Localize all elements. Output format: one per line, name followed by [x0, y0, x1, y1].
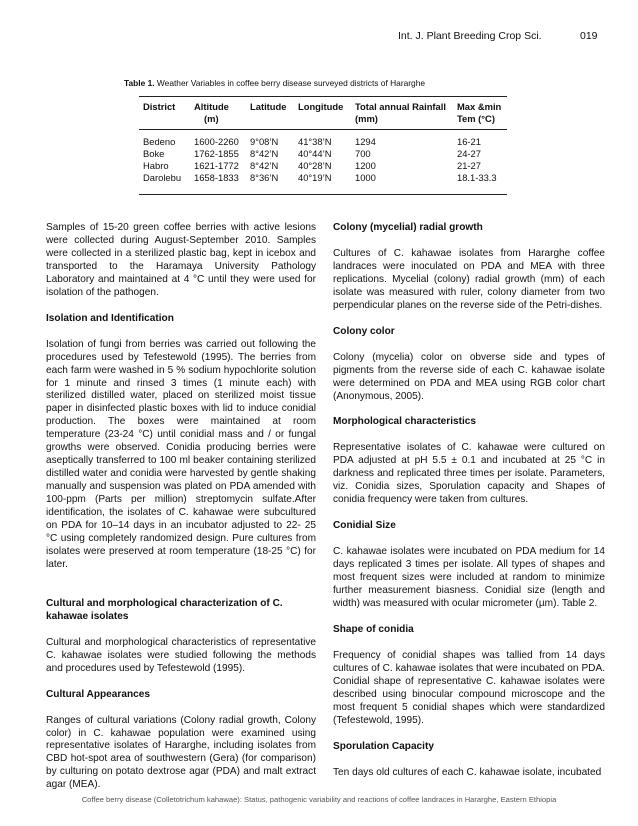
- header-longitude: Longitude: [298, 101, 344, 112]
- header-district: District: [143, 101, 176, 112]
- paragraph: Frequency of conidial shapes was tallied from 14 days cultures of C. kahawae isolates that were incubated on PDA. Conidial shape of representative C. kahawae isolates were described using binocular compound microscope and the most frequent 5 conidial shapes which were standardized (Tefestewold, 1995).: [333, 649, 605, 726]
- cell-district: Bedeno: [143, 136, 176, 147]
- cell-altitude: 1600-2260: [194, 136, 239, 147]
- cell-longitude: 40°19’N: [298, 172, 332, 183]
- cell-rainfall: 1294: [355, 136, 376, 147]
- cell-altitude: 1658-1833: [194, 172, 239, 183]
- section-heading: Shape of conidia: [333, 623, 414, 635]
- header-temp-unit: Tem (°C): [457, 113, 495, 124]
- cell-longitude: 41°38’N: [298, 136, 332, 147]
- running-header: [0, 30, 638, 44]
- header-temp: Max &min: [457, 101, 502, 112]
- header-latitude: Latitude: [250, 101, 287, 112]
- table-header-rule: [139, 129, 507, 130]
- cell-rainfall: 1200: [355, 160, 376, 171]
- cell-latitude: 9°08’N: [250, 136, 279, 147]
- cell-temp: 21-27: [457, 160, 481, 171]
- cell-latitude: 8°42’N: [250, 148, 279, 159]
- paragraph: C. kahawae isolates were incubated on PDA medium for 14 days replicated 3 times per isolate. All types of shapes and most frequent sizes were included at random to minimize further measurement biasness. Conidial size (length and width) was measured with ocular micrometer (µm). Table 2.: [333, 546, 605, 609]
- header-rainfall: Total annual Rainfall: [355, 101, 446, 112]
- cell-district: Boke: [143, 148, 165, 159]
- table-top-rule: [139, 96, 507, 97]
- section-heading: Colony (mycelial) radial growth: [333, 222, 483, 233]
- cell-district: Darolebu: [143, 172, 182, 183]
- right-column: [333, 222, 605, 780]
- paragraph: Isolation of fungi from berries was carried out following the procedures used by Tefestewold (1995). The berries from each farm were washed in 5 % sodium hypochlorite solution for 1 minute and rinsed 3 times (1 minute each) with sterilized distilled water, placed on sterilized moist tissue paper in disinfected plastic boxes with lid to induce conidial production. The boxes were maintained at room temperature (23-24 °C) until conidial mass and / or fungal growths were observed. Conidia producing berries were aseptically transferred to 100 ml beaker containing sterilized distilled water and conidia were harvested by gentle shaking manually and suspension was plated on PDA amended with 100-ppm (Parts per million) streptomycin sulfate.After identification, the isolates of C. kahawae were subcultured on PDA for 10–14 days in an incubator adjusted to 22- 25 °C using completely randomized design. Pure cultures from isolates were preserved at room temperature (18-25 °C) for later.: [46, 338, 316, 570]
- table-bottom-rule: [139, 194, 507, 195]
- cell-rainfall: 700: [355, 148, 371, 159]
- paragraph: Representative isolates of C. kahawae were cultured on PDA adjusted at pH 5.5 ± 0.1 and incubated at 25 °C in darkness and replicated three times per isolate. Parameters, viz. Conidia sizes, Sporulation capacity and Shapes of conidia frequency were taken from cultures.: [333, 442, 605, 506]
- paragraph: Samples of 15-20 green coffee berries with active lesions were collected during August-September 2010. Samples were collected in a sterilized plastic bag, kept in icebox and transported to the Haramaya University Pathology Laboratory and maintained at 4 °C until they were used for isolation of the pathogen.: [46, 222, 316, 298]
- cell-latitude: 8°36’N: [250, 172, 279, 183]
- cell-district: Habro: [143, 160, 169, 171]
- paragraph: Ranges of cultural variations (Colony radial growth, Colony color) in C. kahawae population were examined using representative isolates of Hararghe, including isolates from CBD hot-spot area of southwestern (Gera) (for comparison) by culturing on potato dextrose agar (PDA) and malt extract agar (MEA).: [46, 714, 316, 791]
- table-caption: [124, 78, 425, 88]
- page-number: 019: [580, 30, 598, 42]
- paragraph: Cultures of C. kahawae isolates from Hararghe coffee landraces were inoculated on PDA and MEA with three replications. Mycelial (colony) radial growth (mm) of each isolate was measured with ruler, colony diameter from two perpendicular planes on the reverse side of the Petri-dishes.: [333, 247, 605, 311]
- section-heading: Morphological characteristics: [333, 416, 477, 428]
- section-heading: Cultural and morphological characterization of C. kahawae isolates: [46, 597, 283, 622]
- header-altitude-unit: (m): [204, 113, 219, 124]
- section-heading: Cultural Appearances: [46, 688, 150, 700]
- cell-temp: 18.1-33.3: [457, 172, 497, 183]
- journal-title: Int. J. Plant Breeding Crop Sci.: [398, 30, 542, 42]
- section-heading: Colony color: [333, 325, 395, 337]
- paragraph: Cultural and morphological characteristics of representative C. kahawae isolates were studied following the methods and procedures used by Tefestewold (1995).: [46, 636, 316, 674]
- section-heading: Conidial Size: [333, 520, 396, 532]
- section-heading: Sporulation Capacity: [333, 740, 434, 752]
- cell-temp: 16-21: [457, 136, 481, 147]
- paragraph: Ten days old cultures of each C. kahawae isolate, incubated: [333, 766, 602, 778]
- paragraph: Colony (mycelia) color on obverse side and types of pigments from the reverse side of each C. kahawae isolate were determined on PDA and MEA using RGB color chart (Anonymous, 2005).: [333, 351, 605, 402]
- running-footer: Coffee berry disease (Colletotrichum kahawae): Status, pathogenic variability and reactions of coffee landraces in Hararghe, Eastern Ethiopia: [81, 795, 557, 804]
- left-column: [46, 222, 316, 792]
- section-heading: Isolation and Identification: [46, 312, 174, 324]
- cell-longitude: 40°44’N: [298, 148, 332, 159]
- table-caption-text: Weather Variables in coffee berry disease surveyed districts of Hararghe: [154, 78, 426, 88]
- cell-rainfall: 1000: [355, 172, 376, 183]
- header-altitude: Altitude: [194, 101, 229, 112]
- table-label: Table 1.: [124, 78, 155, 88]
- header-rainfall-unit: (mm): [355, 113, 378, 124]
- cell-latitude: 8°42’N: [250, 160, 279, 171]
- cell-altitude: 1762-1855: [194, 148, 239, 159]
- cell-altitude: 1621-1772: [194, 160, 239, 171]
- cell-temp: 24-27: [457, 148, 481, 159]
- cell-longitude: 40°28’N: [298, 160, 332, 171]
